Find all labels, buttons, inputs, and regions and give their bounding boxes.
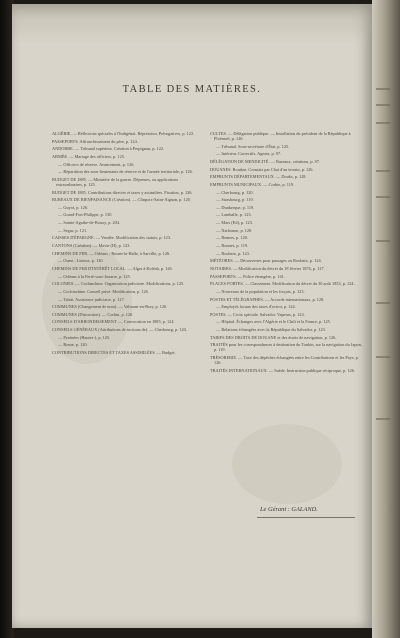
signature-block xyxy=(260,506,318,513)
index-entry: ARMÉE. — Mariage des officiers, p. 125. xyxy=(52,153,125,159)
index-entry: TRÉSORERIE. — Taxe des dépêches échangées entre les Contributions et les Pays, p. 126. xyxy=(210,355,359,366)
index-entry: PLACES FORTES. — Classement. Modification du décret du 30 août 1853, p. 124. xyxy=(210,281,355,287)
index-entry: — Lamballe, p. 123. xyxy=(216,212,252,218)
index-entry: CHEMINS DE FER D'INTÉRÊT LOCAL. — Alger à Koléah, p. 126. xyxy=(52,265,173,271)
index-entry: — Roubaix, p. 123. xyxy=(216,250,250,256)
index-entry: — Rome, p. 120. xyxy=(58,342,88,348)
index-entry: DOUANES. Routine. Constats par Chat d'un terrain, p. 126. xyxy=(210,166,314,172)
index-entry: ANDORRE. — Tribunal supérieur. Création à Perpignan, p. 122. xyxy=(52,146,165,152)
index-entry: TRAITÉS INTERNATIONAUX. — Suède. Instruction publique réciproque, p. 126. xyxy=(210,367,355,373)
paper-stain xyxy=(232,424,342,504)
index-entry: PASSEPORTS. — Police étrangère, p. 141. xyxy=(210,273,285,279)
index-entry: COMMUNES (Distraction). — Corbin, p. 120. xyxy=(52,311,134,317)
index-entry: BUDGET DE 1885. — Ministère de la guerre. Dépenses, ou applications extraordinaires, p. 125. xyxy=(52,176,179,187)
index-entry: — Narbonne, p. 120. xyxy=(216,227,253,233)
index-entry: — Répartition des sous-lieutenants de réserve et de l'armée territoriale, p. 126. xyxy=(58,169,193,175)
index-entry: BUREAUX DE BIENFAISANCE (Création). — Clinpoix-Saint-Aignan, p. 120. xyxy=(52,197,191,203)
index-entry: — Cochinchine. Conseil privé. Modification, p. 126. xyxy=(58,288,149,294)
index-entry: CONTRIBUTIONS DIRECTES ET TAXES ASSIMILÉES. — Budget. xyxy=(52,349,176,355)
next-page-edge xyxy=(372,0,400,638)
left-column xyxy=(52,131,202,358)
index-entry: DÉLÉGATION DE MENDICITÉ. — Bureaux, créations, p. 97. xyxy=(210,158,321,164)
index-entry: COLONIES. — Cochinchine. Organisation judiciaire. Modifications, p. 125. xyxy=(52,281,185,287)
index-entry: — Rennes, p. 120. xyxy=(216,235,248,241)
index-entry: NOTAIRES. — Modification du décret du 18 février 1876, p. 127. xyxy=(210,265,325,271)
index-entry: CONSEILS GÉNÉRAUX (Attributions de sections de). — Cherbourg, p. 120. xyxy=(52,327,187,333)
index-entry: — Cherbourg, p. 120. xyxy=(216,189,254,195)
index-entry: EMPRUNTS MUNICIPAUX. — Corbie, p. 119. xyxy=(210,181,295,187)
index-entry: EMPRUNTS DÉPARTEMENTAUX. — Doubs, p. 128. xyxy=(210,174,307,180)
index-entry: CAISSES D'ÉPARGNE. — Vendée. Modification des statuts, p. 123. xyxy=(52,235,172,241)
index-entry: TRAITÉS pour les correspondances à destination du Tonkin, sur la navigation du Japon, p. 119. xyxy=(210,342,362,353)
index-entry: BUDGET DE 1885. Contributions directes et taxes y assimilées. Fixation, p. 126. xyxy=(52,189,193,195)
index-entry: COMMUNES (Changement de nom). — Valmont-en-Bray, p. 120. xyxy=(52,304,168,310)
index-entry: — Segur, p. 121. xyxy=(58,227,88,233)
index-entry: — Nouveaux de la population et les forçats, p. 123. xyxy=(216,288,305,294)
index-entry: — Hôpital. Échanges avec l'Algérie et le Chili et la France, p. 125. xyxy=(216,319,331,325)
index-entry: — Relations échangées avec la République du Salvador, p. 123. xyxy=(216,327,326,333)
index-entry: — Grand-Fort-Philippe, p. 130. xyxy=(58,212,113,218)
right-column xyxy=(210,131,362,375)
index-entry: — Mars (Ed), p. 123. xyxy=(216,220,253,226)
signature-text: Le Gérant : GALAND. xyxy=(260,506,318,513)
index-entry: ALGÉRIE. — Réflexions spéciales à l'Indigénat. Répression. Prérogatives, p. 122. xyxy=(52,131,195,136)
signature-rule xyxy=(257,517,355,518)
index-entry: — Strasbourg, p. 119. xyxy=(216,197,254,203)
index-entry: POSTES. — Croix spéciale. Salvador. Vapeurs, p. 123. xyxy=(210,311,305,317)
index-entry: — Ouest ; Lisieux, p. 130. xyxy=(58,258,104,264)
index-entry: — Officiers de réserve. Avancement, p. 126. xyxy=(58,161,135,167)
index-entry: PASSEPORTS. Affranchissement du père, p. 124. xyxy=(52,138,138,144)
index-entry: — Pyrénées (Hautes-), p. 125. xyxy=(58,334,111,340)
index-entry: CHEMINS DE FER. — Orléans ; Rouen-la-Halle, à Sarville, p. 126. xyxy=(52,250,171,256)
index-entry: — Guyot, p. 126. xyxy=(58,204,89,210)
index-entry: — Ronnes, p. 119. xyxy=(216,243,249,249)
index-entry: — Tribunal. Sous-secrétaire d'État, p. 125. xyxy=(216,143,290,149)
index-entry: TARIFS DES DROITS DE DOUANE et des droits de navigation, p. 126. xyxy=(210,334,337,340)
index-entry: CANTONS (Création). — Mavie (H), p. 123. xyxy=(52,243,131,249)
index-entry: CONSEILS D'ARRONDISSEMENT. — Convocation en 1885, p. 124. xyxy=(52,319,175,325)
index-entry: — Dunkerque, p. 119. xyxy=(216,204,255,210)
page-title: TABLE DES MATIÈRES. xyxy=(122,84,262,95)
index-entry: POSTES ET TÉLÉGRAPHES. — Accords internationaux, p. 128. xyxy=(210,296,325,302)
index-entry: CULTES. — Délégation publique. — Installation du président de la République à Ploërmel, p. 126. xyxy=(210,131,351,142)
index-entry: — Intérieur. Correctifs. Agents, p. 97. xyxy=(216,151,282,157)
index-entry: — Tahiti. Assistance judiciaire, p. 127. xyxy=(58,296,125,302)
index-entry: — Orléans à la Ferté-sous-Jouarre, p. 125. xyxy=(58,273,131,279)
index-entry: — Employés locaux des taxes d'octroi, p. 124. xyxy=(216,304,296,310)
index-entry: — Sainte-Agathe-de-Bouxy, p. 204. xyxy=(58,220,121,226)
index-entry: MÉTÉORES. — Découvertes pour passages ou Roubaix, p. 124. xyxy=(210,258,322,264)
